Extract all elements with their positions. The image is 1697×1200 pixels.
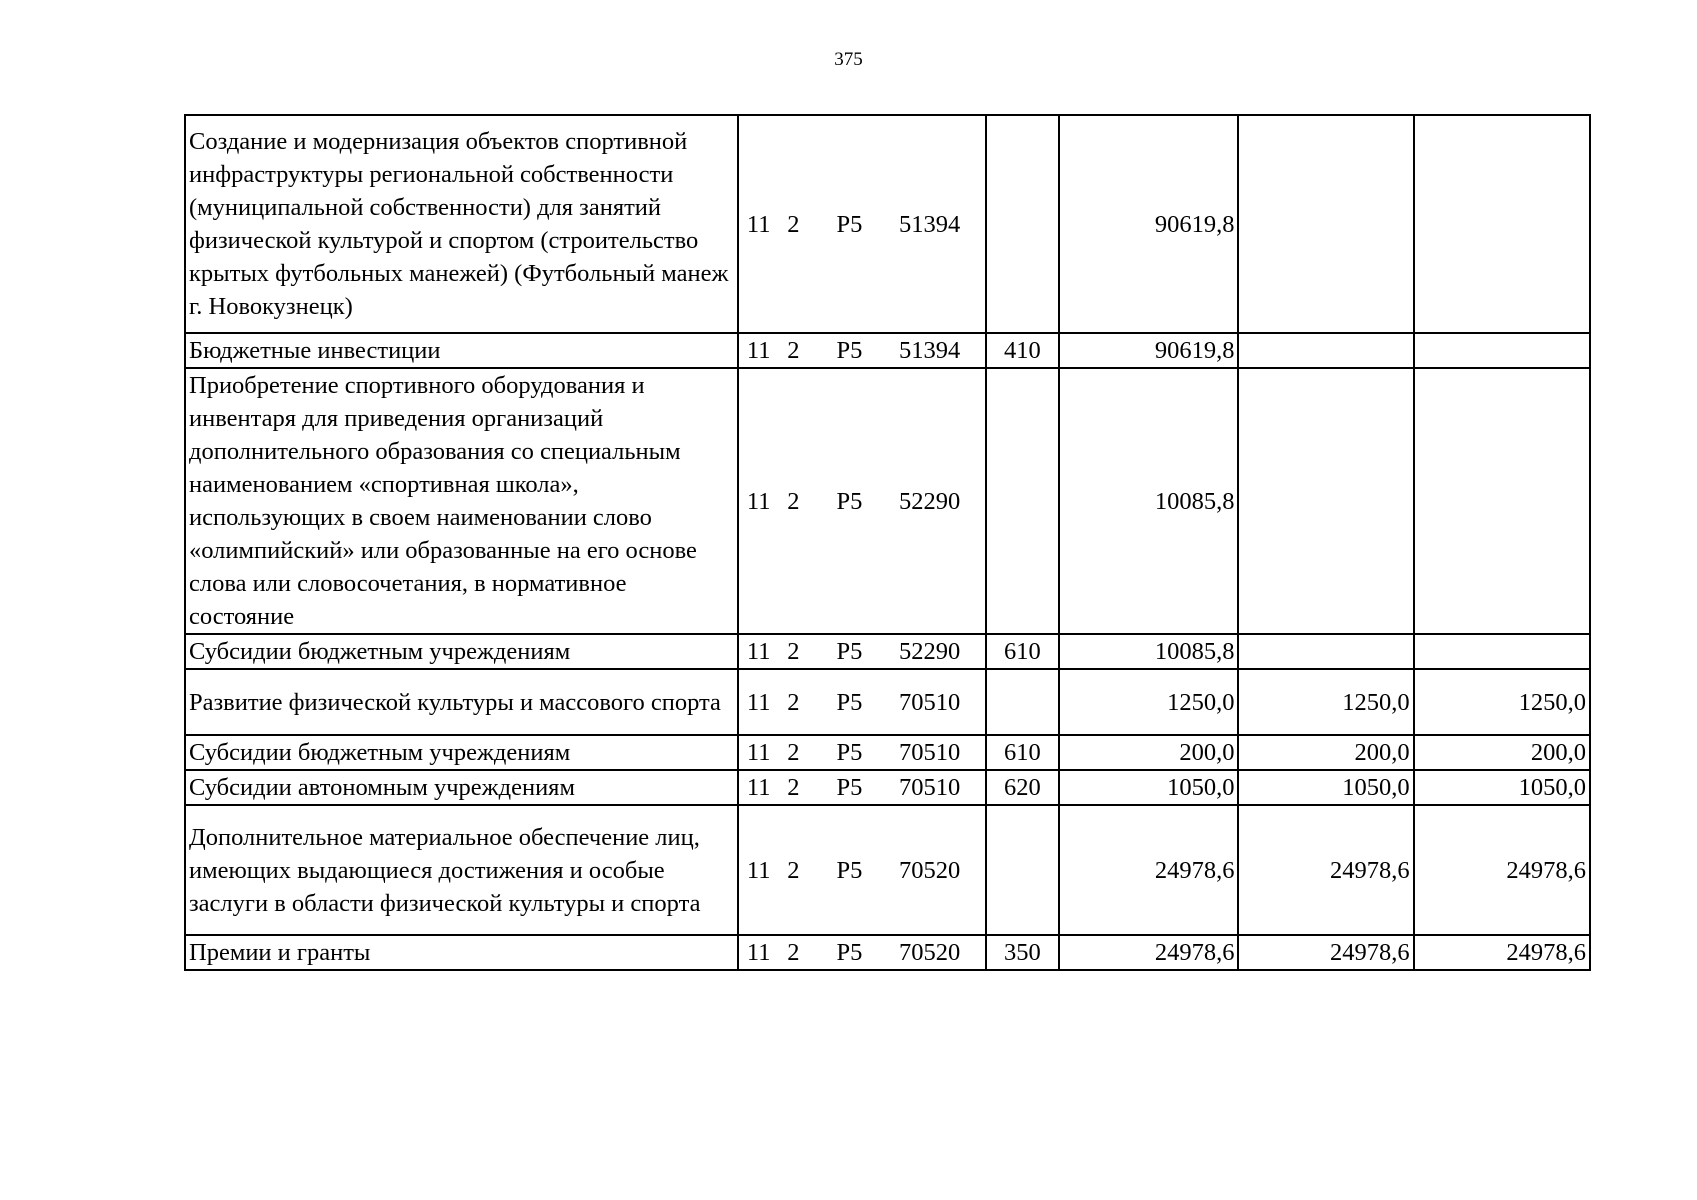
table-row (185, 770, 1590, 805)
rz-cell: 11 (738, 735, 784, 770)
cs2-cell: 51394 (887, 115, 986, 333)
year1-cell: 24978,6 (1059, 805, 1238, 935)
vr-cell: 410 (986, 333, 1060, 368)
table-row (185, 115, 1590, 333)
budget-table (184, 114, 1591, 971)
cs2-cell: 52290 (887, 368, 986, 634)
pr-cell: 2 (784, 770, 822, 805)
cs1-cell: P5 (823, 805, 887, 935)
vr-cell: 610 (986, 735, 1060, 770)
cs1-cell: P5 (823, 669, 887, 735)
table-row (185, 634, 1590, 669)
year3-cell (1414, 115, 1590, 333)
rz-cell: 11 (738, 333, 784, 368)
year1-cell: 1250,0 (1059, 669, 1238, 735)
year1-cell: 90619,8 (1059, 115, 1238, 333)
year2-cell (1238, 115, 1413, 333)
rz-cell: 11 (738, 770, 784, 805)
cs1-cell: P5 (823, 115, 887, 333)
table-body (185, 115, 1590, 970)
pr-cell: 2 (784, 805, 822, 935)
pr-cell: 2 (784, 333, 822, 368)
year3-cell (1414, 634, 1590, 669)
year1-cell: 10085,8 (1059, 368, 1238, 634)
cs1-cell: P5 (823, 735, 887, 770)
cs2-cell: 70520 (887, 935, 986, 970)
cs2-cell: 70520 (887, 805, 986, 935)
year3-cell: 1250,0 (1414, 669, 1590, 735)
cs2-cell: 51394 (887, 333, 986, 368)
cs1-cell: P5 (823, 935, 887, 970)
rz-cell: 11 (738, 935, 784, 970)
year1-cell: 10085,8 (1059, 634, 1238, 669)
cs2-cell: 52290 (887, 634, 986, 669)
rz-cell: 11 (738, 634, 784, 669)
year3-cell: 24978,6 (1414, 935, 1590, 970)
cs1-cell: P5 (823, 333, 887, 368)
rz-cell: 11 (738, 368, 784, 634)
pr-cell: 2 (784, 115, 822, 333)
page-number: 375 (834, 49, 863, 70)
year2-cell (1238, 634, 1413, 669)
year3-cell: 24978,6 (1414, 805, 1590, 935)
pr-cell: 2 (784, 735, 822, 770)
row-name-cell: Субсидии бюджетным учреждениям (185, 634, 738, 669)
year2-cell: 24978,6 (1238, 805, 1413, 935)
vr-cell: 350 (986, 935, 1060, 970)
row-name-cell: Бюджетные инвестиции (185, 333, 738, 368)
year2-cell (1238, 333, 1413, 368)
rz-cell: 11 (738, 115, 784, 333)
row-name-cell: Премии и гранты (185, 935, 738, 970)
pr-cell: 2 (784, 368, 822, 634)
year2-cell: 24978,6 (1238, 935, 1413, 970)
year3-cell (1414, 368, 1590, 634)
row-name-cell: Субсидии бюджетным учреждениям (185, 735, 738, 770)
pr-cell: 2 (784, 935, 822, 970)
year2-cell: 1250,0 (1238, 669, 1413, 735)
cs2-cell: 70510 (887, 735, 986, 770)
vr-cell (986, 669, 1060, 735)
year1-cell: 90619,8 (1059, 333, 1238, 368)
cs2-cell: 70510 (887, 770, 986, 805)
cs2-cell: 70510 (887, 669, 986, 735)
year2-cell: 200,0 (1238, 735, 1413, 770)
row-name-cell: Развитие физической культуры и массового спорта (185, 669, 738, 735)
rz-cell: 11 (738, 805, 784, 935)
table-row (185, 333, 1590, 368)
row-name-cell: Субсидии автономным учреждениям (185, 770, 738, 805)
cs1-cell: P5 (823, 770, 887, 805)
table-row (185, 368, 1590, 634)
rz-cell: 11 (738, 669, 784, 735)
table-row (185, 805, 1590, 935)
year3-cell: 1050,0 (1414, 770, 1590, 805)
year1-cell: 200,0 (1059, 735, 1238, 770)
year1-cell: 24978,6 (1059, 935, 1238, 970)
cs1-cell: P5 (823, 634, 887, 669)
pr-cell: 2 (784, 669, 822, 735)
table-row (185, 935, 1590, 970)
year2-cell (1238, 368, 1413, 634)
year3-cell: 200,0 (1414, 735, 1590, 770)
table-row (185, 735, 1590, 770)
year2-cell: 1050,0 (1238, 770, 1413, 805)
pr-cell: 2 (784, 634, 822, 669)
row-name-cell: Создание и модернизация объектов спортивной инфраструктуры региональной собственности (муниципальной собственности) для занятий физической культурой и спортом (строительство крытых футбольных манежей) (Футбольный манеж г. Новокузнецк) (185, 115, 738, 333)
year3-cell (1414, 333, 1590, 368)
row-name-cell: Дополнительное материальное обеспечение лиц, имеющих выдающиеся достижения и особые заслуги в области физической культуры и спорта (185, 805, 738, 935)
vr-cell: 620 (986, 770, 1060, 805)
vr-cell (986, 115, 1060, 333)
year1-cell: 1050,0 (1059, 770, 1238, 805)
vr-cell: 610 (986, 634, 1060, 669)
cs1-cell: P5 (823, 368, 887, 634)
table-row (185, 669, 1590, 735)
row-name-cell: Приобретение спортивного оборудования и инвентаря для приведения организаций дополнительного образования со специальным наименованием «спортивная школа», использующих в своем наименовании слово «олимпийский» или образованные на его основе слова или словосочетания, в нормативное состояние (185, 368, 738, 634)
vr-cell (986, 368, 1060, 634)
vr-cell (986, 805, 1060, 935)
